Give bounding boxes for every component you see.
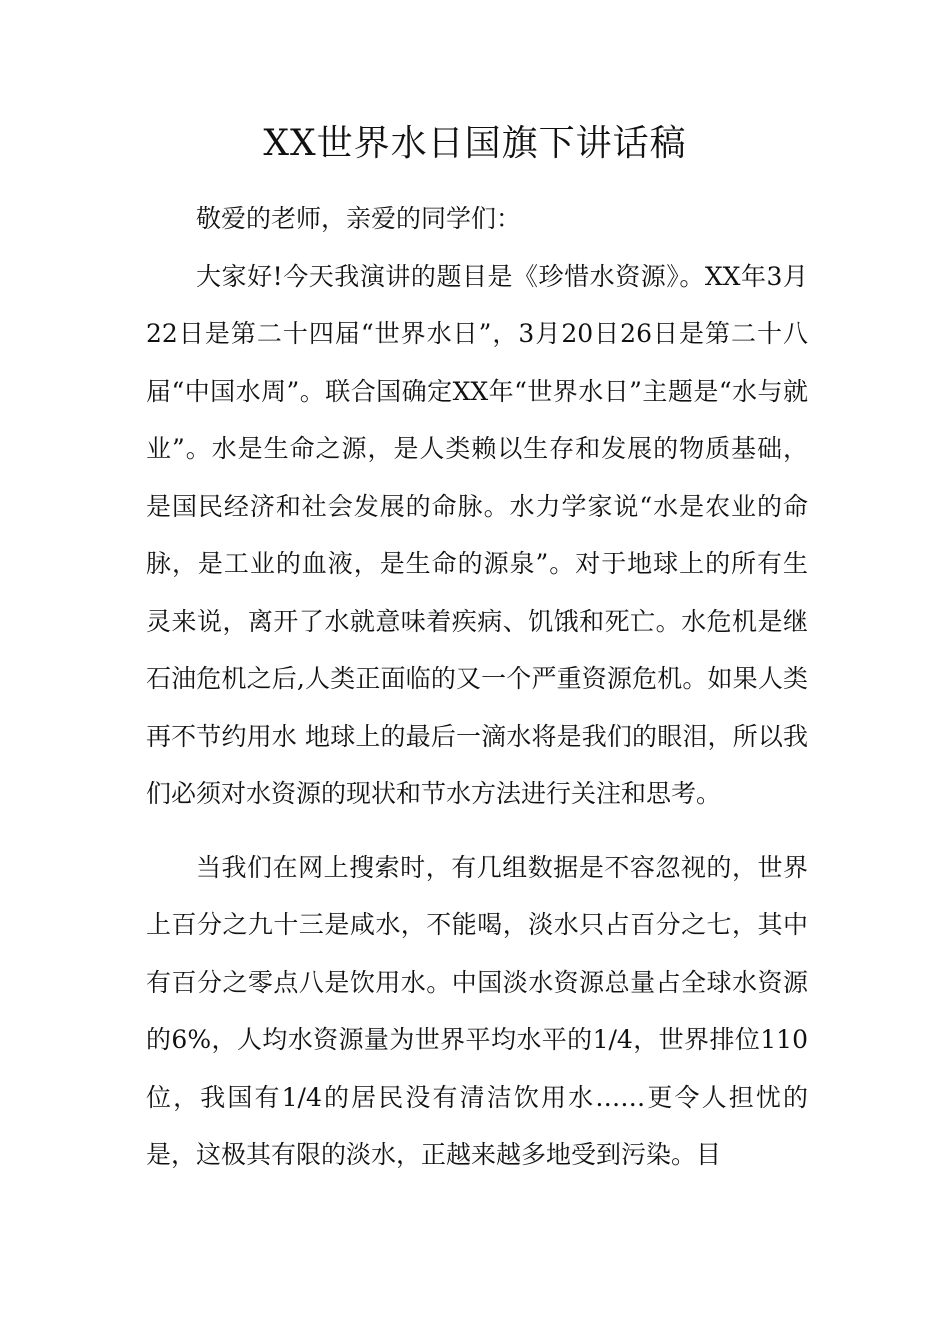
paragraph-data: 当我们在网上搜索时，有几组数据是不容忽视的，世界上百分之九十三是咸水，不能喝，淡水只占百分之七，其中有百分之零点八是饮用水。中国淡水资源总量占全球水资源的6%，人均水资源量为世界平均水平的1/4，世界排位110位，我国有1/4的居民没有清洁饮用水……更令人担忧的是，这极其有限的淡水，正越来越多地受到污染。目: [146, 852, 808, 1169]
paragraph-intro: 大家好!今天我演讲的题目是《珍惜水资源》。XX年3月22日是第二十四届“世界水日”，3月20日26日是第二十八届“中国水周”。联合国确定XX年“世界水日”主题是“水与就业”。水是生命之源，是人类赖以生存和发展的物质基础，是国民经济和社会发展的命脉。水力学家说“水是农业的命脉，是工业的血液，是生命的源泉”。对于地球上的所有生灵来说，离开了水就意味着疾病、饥饿和死亡。水危机是继石油危机之后,人类正面临的又一个严重资源危机。如果人类再不节约用水 地球上的最后一滴水将是我们的眼泪，所以我们必须对水资源的现状和节水方法进行关注和思考。: [146, 261, 808, 808]
document-body: [146, 190, 808, 1184]
paragraph-greeting: 敬爱的老师，亲爱的同学们：: [196, 204, 522, 233]
page-title: XX世界水日国旗下讲话稿: [263, 123, 687, 164]
